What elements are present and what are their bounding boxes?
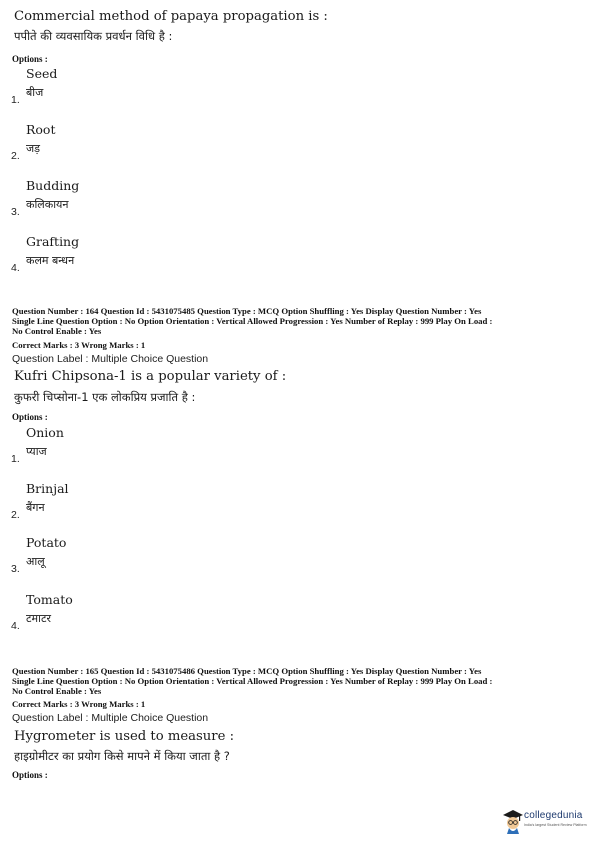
option-number: 3. <box>11 563 20 575</box>
logo-brand-text: collegedunia <box>524 810 583 821</box>
option-text-en: Brinjal <box>26 481 69 496</box>
meta-line: No Control Enable : Yes <box>12 326 102 337</box>
marks-info: Correct Marks : 3 Wrong Marks : 1 <box>12 699 146 709</box>
meta-line: Question Number : 164 Question Id : 5431075485 Question Type : MCQ Option Shuffling : Yes Display Question Number : Yes <box>12 306 482 316</box>
question-text-hi: हाइग्रोमीटर का प्रयोग किसे मापने में किया जाता है ? <box>14 749 230 763</box>
question-text-en: Commercial method of papaya propagation is : <box>14 9 328 24</box>
question-meta <box>12 666 584 697</box>
collegedunia-logo <box>502 808 592 834</box>
option-item <box>11 425 311 469</box>
question-text-hi: पपीते की व्यवसायिक प्रवर्धन विधि है : <box>14 29 173 43</box>
option-number: 1. <box>11 453 20 465</box>
option-text-hi: कलिकायन <box>26 198 69 211</box>
meta-line: Question Number : 165 Question Id : 5431075486 Question Type : MCQ Option Shuffling : Yes Display Question Number : Yes <box>12 666 482 676</box>
option-number: 4. <box>11 262 20 274</box>
meta-line: Single Line Question Option : No Option Orientation : Vertical Allowed Progression : Yes Number of Replay : 999 Play On Load : <box>12 676 493 687</box>
option-number: 2. <box>11 150 20 162</box>
graduate-mascot-icon <box>502 808 524 834</box>
options-header: Options : <box>12 770 48 780</box>
meta-line: No Control Enable : Yes <box>12 686 102 697</box>
option-text-hi: जड़ <box>26 142 41 155</box>
option-text-en: Grafting <box>26 234 80 249</box>
option-text-en: Root <box>26 122 56 137</box>
option-text-hi: बीज <box>26 86 44 99</box>
option-item <box>11 66 311 110</box>
options-header: Options : <box>12 54 48 64</box>
option-item <box>11 481 311 525</box>
question-text-en: Kufri Chipsona-1 is a popular variety of : <box>14 369 287 384</box>
option-item <box>11 592 311 636</box>
option-text-hi: प्याज <box>26 445 47 458</box>
meta-line: Single Line Question Option : No Option Orientation : Vertical Allowed Progression : Yes Number of Replay : 999 Play On Load : <box>12 316 493 327</box>
option-item <box>11 122 311 166</box>
marks-info: Correct Marks : 3 Wrong Marks : 1 <box>12 340 146 350</box>
option-text-en: Potato <box>26 535 67 550</box>
question-label: Question Label : Multiple Choice Question <box>12 353 209 365</box>
question-text-en: Hygrometer is used to measure : <box>14 729 235 744</box>
options-header: Options : <box>12 412 48 422</box>
question-label: Question Label : Multiple Choice Question <box>12 712 209 724</box>
option-text-en: Onion <box>26 425 64 440</box>
option-text-hi: आलू <box>26 555 45 568</box>
option-item <box>11 234 311 278</box>
option-number: 1. <box>11 94 20 106</box>
option-text-en: Budding <box>26 178 80 193</box>
option-text-hi: बैंगन <box>26 501 45 514</box>
option-text-en: Tomato <box>26 592 73 607</box>
option-number: 3. <box>11 206 20 218</box>
option-item <box>11 535 311 579</box>
question-text-hi: कुफरी चिप्सोना-1 एक लोकप्रिय प्रजाति है : <box>14 390 196 404</box>
option-text-hi: कलम बन्धन <box>26 254 75 267</box>
option-text-hi: टमाटर <box>26 612 52 625</box>
option-number: 4. <box>11 620 20 632</box>
logo-tagline: India's largest Student Review Platform <box>524 823 587 827</box>
option-item <box>11 178 311 222</box>
option-number: 2. <box>11 509 20 521</box>
option-text-en: Seed <box>26 66 58 81</box>
question-meta <box>12 306 584 337</box>
